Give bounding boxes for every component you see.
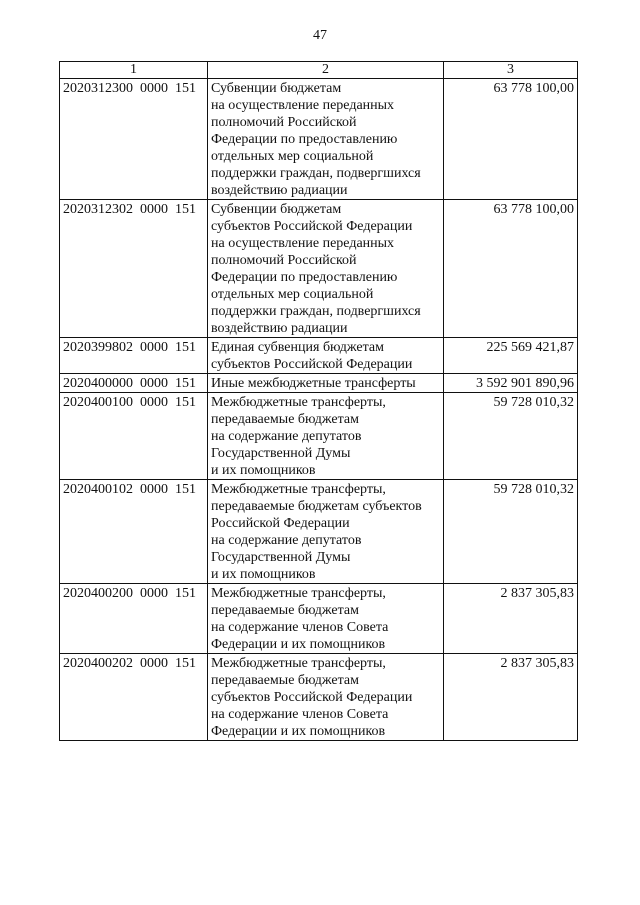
- description-line: Субвенции бюджетам: [211, 202, 342, 217]
- description-cell: [208, 200, 444, 338]
- description-line: отдельных мер социальной: [211, 287, 374, 302]
- description-line: поддержки граждан, подвергшихся: [211, 304, 421, 319]
- description-line: Межбюджетные трансферты,: [211, 395, 386, 410]
- description-line: отдельных мер социальной: [211, 149, 374, 164]
- table-row: [60, 79, 578, 200]
- description-cell: [208, 79, 444, 200]
- budget-code-cell: 2020400000 0000 151: [60, 374, 208, 393]
- description-line: и их помощников: [211, 567, 316, 582]
- amount-cell: 59 728 010,32: [444, 480, 578, 584]
- description-cell: [208, 338, 444, 374]
- description-line: воздействию радиации: [211, 183, 348, 198]
- budget-code-cell: 2020312300 0000 151: [60, 79, 208, 200]
- description-line: Межбюджетные трансферты,: [211, 586, 386, 601]
- amount-cell: 63 778 100,00: [444, 200, 578, 338]
- description-line: Государственной Думы: [211, 550, 351, 565]
- description-cell: [208, 584, 444, 654]
- description-line: Государственной Думы: [211, 446, 351, 461]
- description-line: на осуществление переданных: [211, 98, 395, 113]
- description-cell: [208, 374, 444, 393]
- table-body: [60, 79, 578, 741]
- description-line: Иные межбюджетные трансферты: [211, 376, 416, 391]
- table-row: [60, 374, 578, 393]
- description-line: на содержание членов Совета: [211, 620, 389, 635]
- budget-code-cell: 2020312302 0000 151: [60, 200, 208, 338]
- description-line: Федерации и их помощников: [211, 637, 386, 652]
- description-line: Субвенции бюджетам: [211, 81, 342, 96]
- budget-code-cell: 2020400202 0000 151: [60, 654, 208, 741]
- table-row: [60, 393, 578, 480]
- amount-cell: 2 837 305,83: [444, 654, 578, 741]
- budget-code-cell: 2020400200 0000 151: [60, 584, 208, 654]
- description-cell: [208, 480, 444, 584]
- description-line: на содержание членов Совета: [211, 707, 389, 722]
- description-line: Федерации по предоставлению: [211, 132, 398, 147]
- budget-code-cell: 2020400100 0000 151: [60, 393, 208, 480]
- budget-code-cell: 2020399802 0000 151: [60, 338, 208, 374]
- budget-code-cell: 2020400102 0000 151: [60, 480, 208, 584]
- header-row: [60, 62, 578, 79]
- table-row: [60, 200, 578, 338]
- description-line: субъектов Российской Федерации: [211, 690, 413, 705]
- description-line: Российской Федерации: [211, 516, 350, 531]
- table-row: [60, 584, 578, 654]
- description-line: Единая субвенция бюджетам: [211, 340, 384, 355]
- description-line: на содержание депутатов: [211, 533, 362, 548]
- column-header-code: 1: [60, 62, 208, 79]
- description-line: Межбюджетные трансферты,: [211, 656, 386, 671]
- amount-cell: 225 569 421,87: [444, 338, 578, 374]
- budget-table: [59, 61, 578, 741]
- page-number: 47: [313, 28, 327, 43]
- description-line: воздействию радиации: [211, 321, 348, 336]
- description-line: поддержки граждан, подвергшихся: [211, 166, 421, 181]
- table-row: [60, 654, 578, 741]
- amount-cell: 2 837 305,83: [444, 584, 578, 654]
- description-line: субъектов Российской Федерации: [211, 219, 413, 234]
- column-header-description: 2: [208, 62, 444, 79]
- description-line: субъектов Российской Федерации: [211, 357, 413, 372]
- description-line: Федерации по предоставлению: [211, 270, 398, 285]
- description-line: и их помощников: [211, 463, 316, 478]
- description-line: полномочий Российской: [211, 253, 357, 268]
- description-line: на содержание депутатов: [211, 429, 362, 444]
- description-line: передаваемые бюджетам: [211, 412, 359, 427]
- description-line: передаваемые бюджетам: [211, 603, 359, 618]
- description-line: передаваемые бюджетам: [211, 673, 359, 688]
- column-header-amount: 3: [444, 62, 578, 79]
- amount-cell: 3 592 901 890,96: [444, 374, 578, 393]
- table-row: [60, 480, 578, 584]
- amount-cell: 59 728 010,32: [444, 393, 578, 480]
- description-cell: [208, 393, 444, 480]
- description-cell: [208, 654, 444, 741]
- description-line: на осуществление переданных: [211, 236, 395, 251]
- amount-cell: 63 778 100,00: [444, 79, 578, 200]
- description-line: полномочий Российской: [211, 115, 357, 130]
- description-line: Федерации и их помощников: [211, 724, 386, 739]
- table-row: [60, 338, 578, 374]
- description-line: передаваемые бюджетам субъектов: [211, 499, 422, 514]
- description-line: Межбюджетные трансферты,: [211, 482, 386, 497]
